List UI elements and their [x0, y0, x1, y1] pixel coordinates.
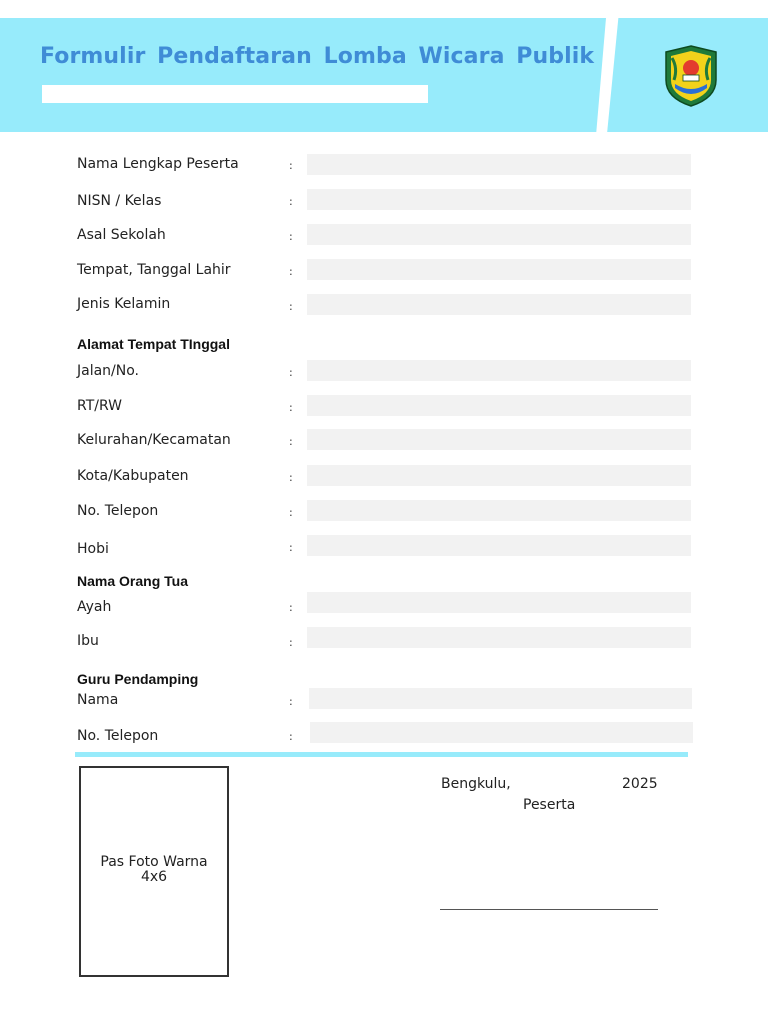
school-field[interactable] [307, 224, 691, 245]
form-title: Formulir Pendaftaran Lomba Wicara Publik [40, 44, 595, 69]
separator: : [289, 401, 293, 414]
label-father: Ayah [77, 599, 112, 615]
signature-role: Peserta [523, 797, 576, 813]
birth-place-date-field[interactable] [307, 259, 691, 280]
separator: : [289, 601, 293, 614]
separator: : [289, 230, 293, 243]
photo-caption-line2: 4x6 [140, 869, 168, 885]
separator: : [289, 636, 293, 649]
label-street: Jalan/No. [77, 363, 140, 379]
separator: : [289, 300, 293, 313]
photo-caption-line1: Pas Foto Warna [100, 854, 208, 870]
label-teacher-phone: No. Telepon [77, 728, 159, 744]
father-field[interactable] [307, 592, 691, 613]
separator: : [289, 541, 293, 554]
hobby-field[interactable] [307, 535, 691, 556]
separator: : [289, 366, 293, 379]
city-regency-field[interactable] [307, 465, 691, 486]
full-name-field[interactable] [307, 154, 691, 175]
separator: : [289, 471, 293, 484]
rt-rw-field[interactable] [307, 395, 691, 416]
signature-place: Bengkulu, [441, 776, 511, 792]
header-banner [0, 18, 606, 132]
separator: : [289, 159, 293, 172]
label-mother: Ibu [77, 633, 99, 649]
label-village-district: Kelurahan/Kecamatan [77, 432, 231, 448]
header-white-bar [42, 85, 428, 103]
signature-line [440, 909, 658, 910]
section-divider [75, 752, 688, 757]
gender-field[interactable] [307, 294, 691, 315]
separator: : [289, 730, 293, 743]
signature-year: 2025 [622, 776, 658, 792]
label-teacher-name: Nama [77, 692, 119, 708]
teacher-name-field[interactable] [309, 688, 692, 709]
regional-emblem-icon [662, 44, 720, 108]
village-district-field[interactable] [307, 429, 691, 450]
photo-box [79, 766, 229, 977]
separator: : [289, 435, 293, 448]
separator: : [289, 506, 293, 519]
nisn-class-field[interactable] [307, 189, 691, 210]
teacher-phone-field[interactable] [310, 722, 693, 743]
teacher-heading: Guru Pendamping [77, 671, 199, 687]
label-hobby: Hobi [77, 541, 109, 557]
label-full-name: Nama Lengkap Peserta [77, 156, 239, 172]
photo-caption [81, 855, 227, 885]
separator: : [289, 265, 293, 278]
label-school: Asal Sekolah [77, 227, 166, 243]
label-city-regency: Kota/Kabupaten [77, 468, 189, 484]
parents-heading: Nama Orang Tua [77, 573, 188, 589]
street-field[interactable] [307, 360, 691, 381]
label-birth-place-date: Tempat, Tanggal Lahir [77, 262, 231, 278]
mother-field[interactable] [307, 627, 691, 648]
label-phone: No. Telepon [77, 503, 159, 519]
label-nisn-class: NISN / Kelas [77, 193, 162, 209]
separator: : [289, 195, 293, 208]
address-heading: Alamat Tempat TInggal [77, 336, 230, 352]
separator: : [289, 695, 293, 708]
label-gender: Jenis Kelamin [77, 296, 171, 312]
label-rt-rw: RT/RW [77, 398, 122, 414]
phone-field[interactable] [307, 500, 691, 521]
